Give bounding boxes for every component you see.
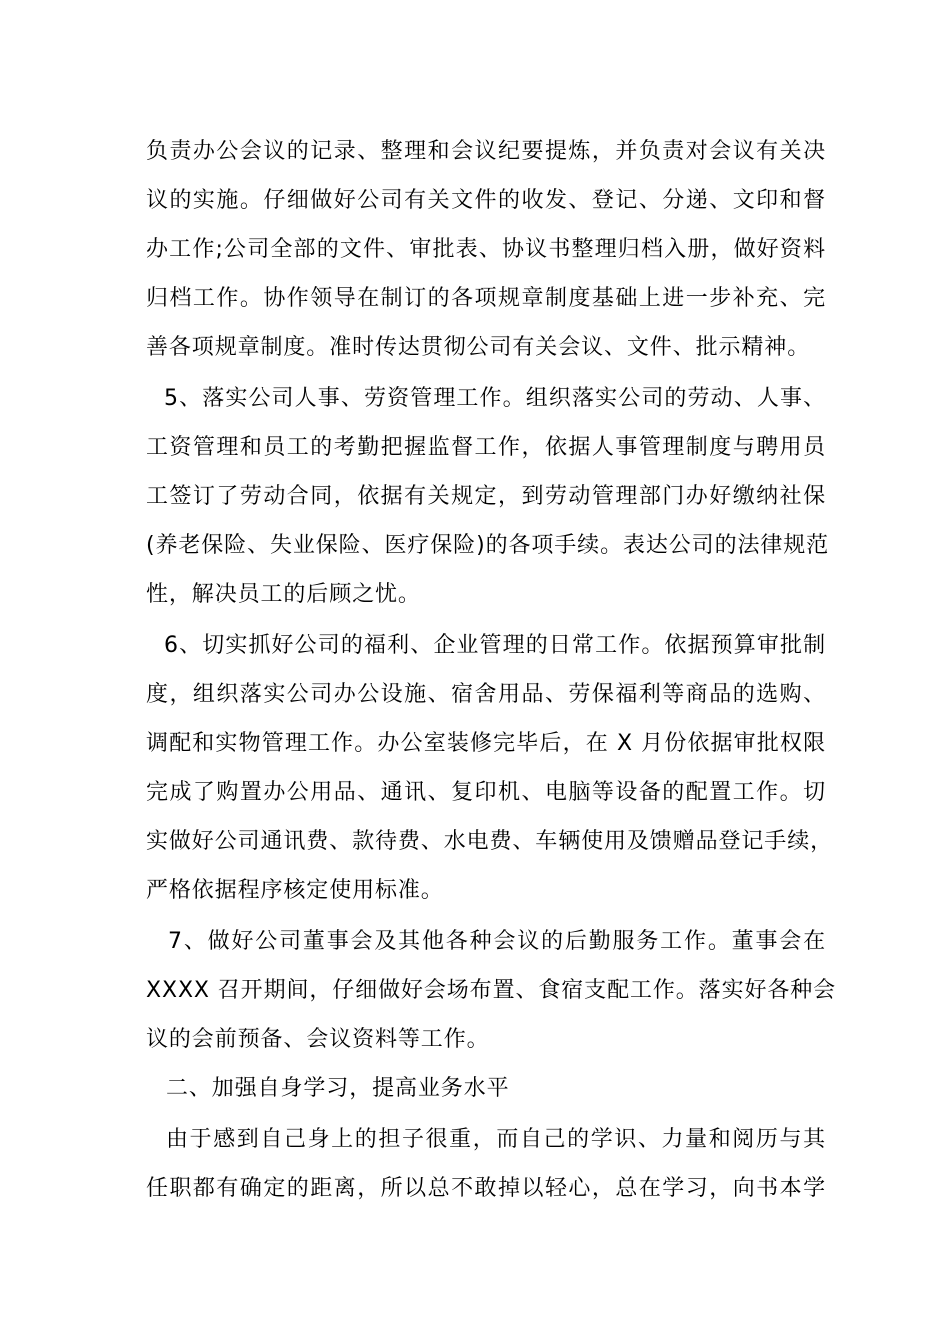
text-line: 严格依据程序核定使用标准。 xyxy=(146,878,444,903)
text-line: 度，组织落实公司办公设施、宿舍用品、劳保福利等商品的选购、 xyxy=(146,682,826,707)
paragraph-start-line: 6、切实抓好公司的福利、企业管理的日常工作。依据预算审批制 xyxy=(164,633,826,658)
text-line: 实做好公司通讯费、款待费、水电费、车辆使用及馈赠品登记手续， xyxy=(146,829,834,854)
text-line: 工资管理和员工的考勤把握监督工作，依据人事管理制度与聘用员 xyxy=(146,435,826,460)
text-line: XXXX 召开期间，仔细做好会场布置、食宿支配工作。落实好各种会 xyxy=(146,978,837,1003)
text-line: 工签订了劳动合同，依据有关规定，到劳动管理部门办好缴纳社保 xyxy=(146,484,826,509)
paragraph-start-line: 由于感到自己身上的担子很重，而自己的学识、力量和阅历与其 xyxy=(166,1127,826,1152)
paragraph-start-line: 5、落实公司人事、劳资管理工作。组织落实公司的劳动、人事、 xyxy=(164,386,826,411)
text-line: 性，解决员工的后顾之忧。 xyxy=(146,582,421,607)
paragraph-start-line: 7、做好公司董事会及其他各种会议的后勤服务工作。董事会在 xyxy=(168,929,826,954)
section-heading: 二、加强自身学习，提高业务水平 xyxy=(166,1076,510,1101)
text-line: 调配和实物管理工作。办公室装修完毕后，在 X 月份依据审批权限 xyxy=(146,731,826,756)
text-line: 完成了购置办公用品、通讯、复印机、电脑等设备的配置工作。切 xyxy=(146,780,826,805)
text-line: 办工作;公司全部的文件、审批表、协议书整理归档入册，做好资料 xyxy=(146,237,826,262)
text-line: 归档工作。协作领导在制订的各项规章制度基础上进一步补充、完 xyxy=(146,286,826,311)
text-line: 议的会前预备、会议资料等工作。 xyxy=(146,1027,490,1052)
text-line: 负责办公会议的记录、整理和会议纪要提炼，并负责对会议有关决 xyxy=(146,139,826,164)
text-line: 善各项规章制度。准时传达贯彻公司有关会议、文件、批示精神。 xyxy=(146,335,811,360)
text-line: 任职都有确定的距离，所以总不敢掉以轻心，总在学习，向书本学 xyxy=(146,1176,826,1201)
text-line: (养老保险、失业保险、医疗保险)的各项手续。表达公司的法律规范 xyxy=(146,533,830,558)
text-line: 议的实施。仔细做好公司有关文件的收发、登记、分递、文印和督 xyxy=(146,188,826,213)
